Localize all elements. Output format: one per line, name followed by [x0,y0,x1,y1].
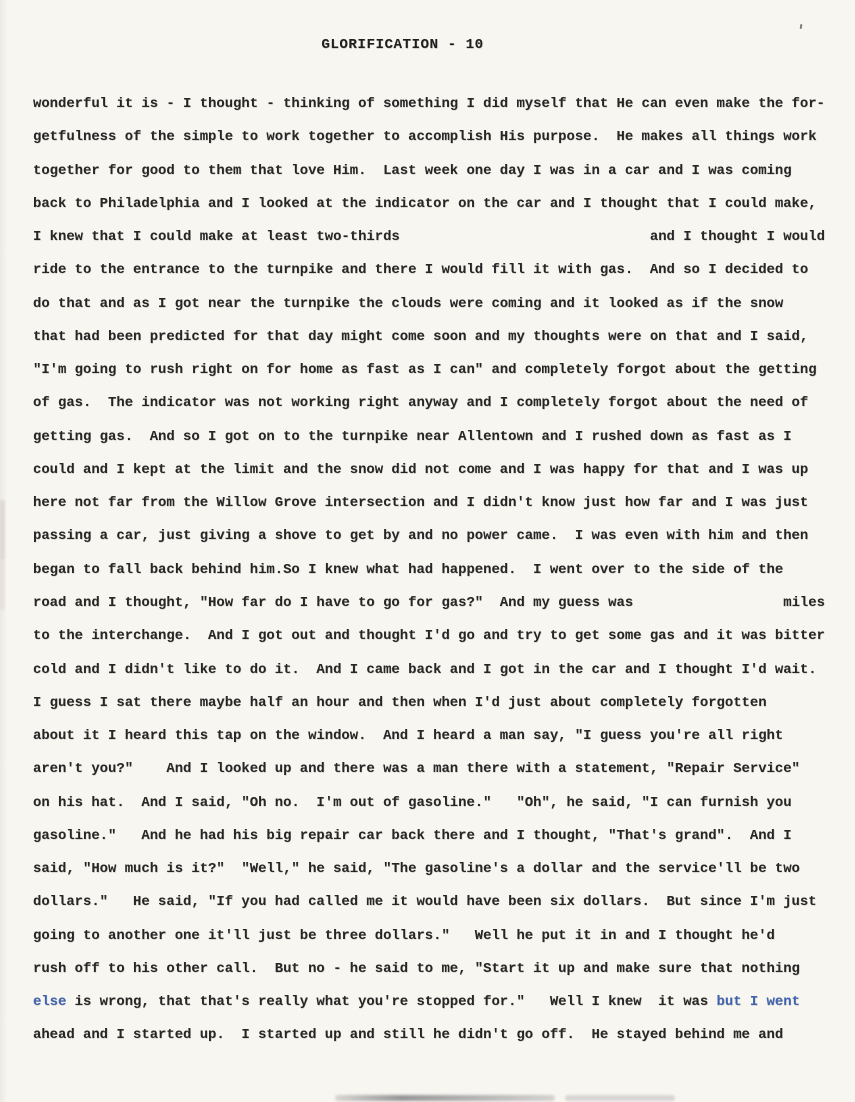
page-title: GLORIFICATION - 10 [321,37,484,53]
scan-edge-artifact [0,560,5,610]
text-segment: I guess I sat there maybe half an hour and then when I'd just about completely forgotten [33,694,767,711]
text-segment: aren't you?" And I looked up and there was a man there with a statement, "Repair Service" [33,761,800,778]
text-line [33,88,833,121]
text-line [33,687,833,720]
text-segment: wonderful it is - I thought - thinking of something I did myself that He can even make the for- [33,96,825,112]
text-line [33,554,833,587]
text-segment: passing a car, just giving a shove to get by and no power came. I was even with him and then [33,528,809,545]
text-line [33,720,833,753]
text-segment: that had been predicted for that day might come soon and my thoughts were on that and I said, [33,328,809,345]
text-segment: road and I thought, "How far do I have to go for gas?" And my guess was [33,594,634,611]
text-segment: of gas. The indicator was not working right anyway and I completely forgot about the need of [33,395,809,412]
text-segment: said, "How much is it?" "Well," he said, "The gasoline's a dollar and the service'll be two [33,861,800,878]
text-line [33,920,833,953]
text-line [33,587,833,620]
text-line [33,654,833,687]
text-line [33,454,833,487]
text-segment: about it I heard this tap on the window. And I heard a man say, "I guess you're all right [33,728,784,745]
text-segment: getfulness of the simple to work together to accomplish His purpose. He makes all things work [33,129,817,146]
text-segment: miles [783,594,825,611]
bottom-smudge [565,1095,675,1101]
text-line [33,254,833,287]
text-segment: is wrong, that that's really what you're stopped for." Well I knew it was [66,994,717,1011]
text-line [33,354,833,387]
text-segment: together for good to them that love Him. Last week one day I was in a car and I was coming [33,162,792,179]
text-segment: dollars." He said, "If you had called me it would have been six dollars. But since I'm just [33,894,817,911]
scan-speck-mark [800,24,803,29]
text-segment: on his hat. And I said, "Oh no. I'm out of gasoline." "Oh", he said, "I can furnish you [33,794,792,811]
text-segment: could and I kept at the limit and the snow did not come and I was happy for that and I was up [33,461,809,478]
text-segment: "I'm going to rush right on for home as fast as I can" and completely forgot about the getting [33,362,817,379]
text-line [33,853,833,886]
text-segment: ride to the entrance to the turnpike and there I would fill it with gas. And so I decided to [33,262,809,279]
text-segment-blue-ink: but I went [716,994,800,1011]
text-segment: began to fall back behind him.So I knew what had happened. I went over to the side of the [33,561,784,578]
text-segment: getting gas. And so I got on to the turnpike near Allentown and I rushed down as fast as I [33,428,792,445]
text-segment: back to Philadelphia and I looked at the indicator on the car and I thought that I could make, [33,195,817,212]
text-line [33,886,833,919]
text-line [33,421,833,454]
text-line [33,986,833,1019]
scan-edge-artifact [0,500,5,560]
text-line [33,387,833,420]
text-line [33,155,833,188]
text-segment: I knew that I could make at least two-thirds [33,229,400,246]
text-line [33,520,833,553]
text-line [33,321,833,354]
text-segment: gasoline." And he had his big repair car back there and I thought, "That's grand". And I [33,827,792,844]
text-line [33,620,833,653]
text-line [33,288,833,321]
text-segment: to the interchange. And I got out and thought I'd go and try to get some gas and it was bitter [33,628,825,645]
text-segment: rush off to his other call. But no - he said to me, "Start it up and make sure that nothing [33,960,800,977]
text-segment: going to another one it'll just be three dollars." Well he put it in and I thought he'd [33,927,775,944]
text-line [33,121,833,154]
text-line [33,188,833,221]
text-segment: do that and as I got near the turnpike the clouds were coming and it looked as if the snow [33,295,784,312]
text-line [33,1019,833,1052]
text-line [33,487,833,520]
text-segment: and I thought I would [649,229,825,246]
text-segment: here not far from the Willow Grove intersection and I didn't know just how far and I was just [33,495,809,512]
text-line [33,953,833,986]
text-segment: ahead and I started up. I started up and still he didn't go off. He stayed behind me and [33,1027,784,1044]
text-line [33,753,833,786]
text-line [33,787,833,820]
text-segment-blue-ink: else [33,994,67,1011]
text-line [33,820,833,853]
bottom-smudge [335,1095,555,1101]
blank-gap [400,229,650,245]
blank-gap [633,595,783,611]
text-line [33,221,833,254]
document-body [33,88,833,1053]
text-segment: cold and I didn't like to do it. And I came back and I got in the car and I thought I'd wait. [33,661,817,678]
